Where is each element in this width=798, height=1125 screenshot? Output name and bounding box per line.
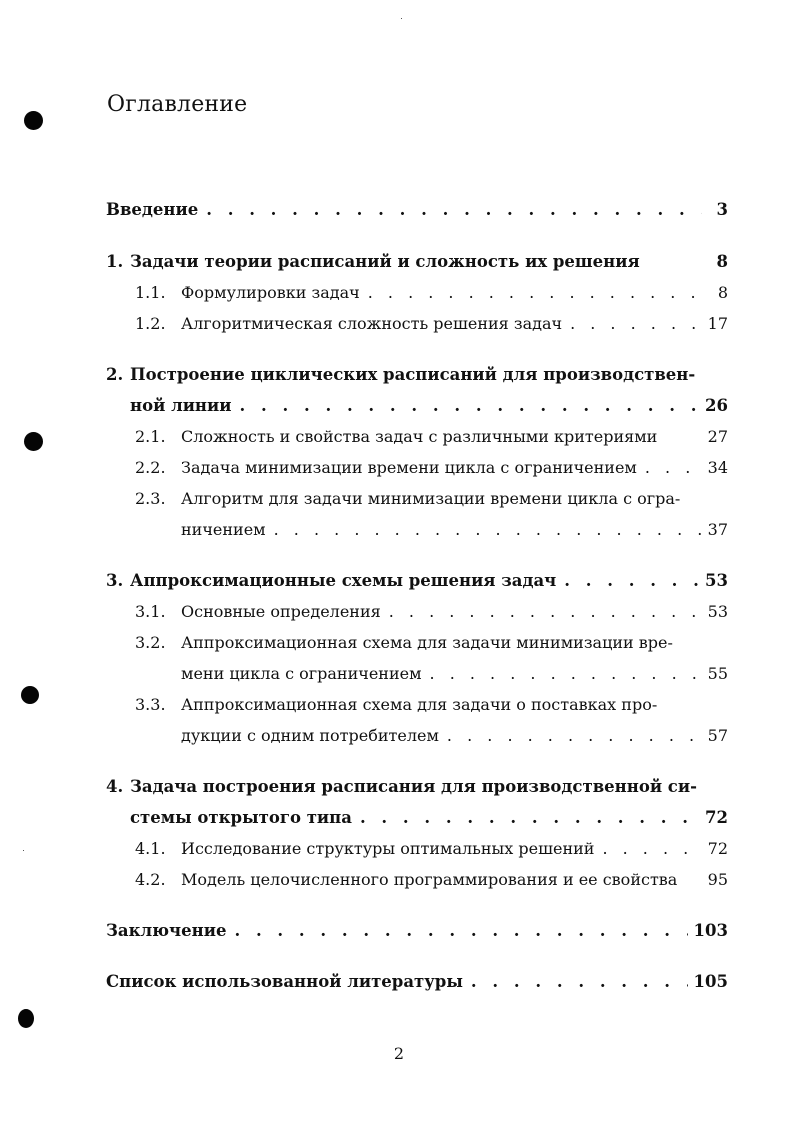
leader-dots [234, 921, 687, 941]
section-number: 2.2. [135, 458, 166, 477]
toc-page-number: 95 [707, 870, 728, 889]
section-number: 3.2. [135, 633, 166, 652]
toc-page-number: 26 [705, 396, 728, 415]
page-title: Оглавление [107, 92, 248, 117]
toc-entry-title-cont: дукции с одним потребителем [181, 726, 439, 745]
toc-entry-title: Список использованной литературы [106, 972, 463, 991]
toc-section-3-2-cont[interactable] [106, 664, 728, 684]
toc-chapter-2[interactable] [106, 365, 728, 385]
toc-section-2-3[interactable] [106, 489, 728, 509]
section-number: 1.2. [135, 314, 166, 333]
toc-entry-title-cont: мени цикла с ограничением [181, 664, 422, 683]
toc-page-number: 103 [693, 921, 728, 940]
toc-section-2-1[interactable] [106, 427, 728, 447]
toc-entry-title-cont: ной линии [130, 396, 232, 415]
toc-entry-title: Аппроксимационная схема для задачи минимизации вре- [181, 633, 673, 652]
toc-entry-title: Построение циклических расписаний для производствен- [130, 365, 696, 384]
toc-section-3-3[interactable] [106, 695, 728, 715]
toc-entry-title: Исследование структуры оптимальных решений [181, 839, 595, 858]
table-of-contents [106, 200, 728, 992]
toc-section-4-1[interactable] [106, 839, 728, 859]
toc-section-3-3-cont[interactable] [106, 726, 728, 746]
toc-page-number: 37 [707, 520, 728, 539]
toc-chapter-3[interactable] [106, 571, 728, 591]
leader-dots [274, 520, 702, 540]
page-footer-number: 2 [393, 1044, 405, 1063]
toc-entry-title: Введение [106, 200, 199, 219]
leader-dots [645, 458, 702, 478]
toc-section-3-2[interactable] [106, 633, 728, 653]
toc-page-number: 34 [707, 458, 728, 477]
toc-page-number: 27 [707, 427, 728, 446]
toc-section-1-1[interactable] [106, 283, 728, 303]
toc-entry-title: Алгоритмическая сложность решения задач [181, 314, 563, 333]
section-number: 4.1. [135, 839, 166, 858]
toc-page-number: 53 [705, 571, 728, 590]
toc-entry-title: Задача построения расписания для производственной си- [130, 777, 697, 796]
toc-entry-title-cont: ничением [181, 520, 266, 539]
leader-dots [368, 283, 702, 303]
toc-entry-title: Формулировки задач [181, 283, 360, 302]
leader-dots [564, 571, 699, 591]
toc-entry-conclusion[interactable] [106, 921, 728, 941]
toc-entry-references[interactable] [106, 972, 728, 992]
punch-hole-2 [24, 432, 43, 451]
punch-hole-3 [21, 686, 39, 704]
toc-page-number: 105 [693, 972, 728, 991]
toc-entry-title-cont: стемы открытого типа [130, 808, 352, 827]
toc-section-1-2[interactable] [106, 314, 728, 334]
leader-dots [240, 396, 700, 416]
toc-chapter-1[interactable] [106, 252, 728, 272]
toc-entry-title: Задачи теории расписаний и сложность их решения [130, 252, 640, 271]
chapter-number: 4. [106, 777, 124, 796]
toc-section-3-1[interactable] [106, 602, 728, 622]
chapter-number: 3. [106, 571, 124, 590]
toc-section-2-2[interactable] [106, 458, 728, 478]
chapter-number: 2. [106, 365, 124, 384]
leader-dots [447, 726, 702, 746]
toc-entry-intro[interactable] [106, 200, 728, 220]
leader-dots [360, 808, 699, 828]
toc-entry-title: Алгоритм для задачи минимизации времени цикла с огра- [181, 489, 681, 508]
toc-page-number: 8 [716, 252, 728, 271]
toc-entry-title: Основные определения [181, 602, 381, 621]
toc-page-number: 8 [717, 283, 728, 302]
scan-speck [23, 850, 24, 851]
leader-dots [570, 314, 702, 334]
toc-section-4-2[interactable] [106, 870, 728, 890]
toc-page-number: 72 [705, 808, 728, 827]
punch-hole-4 [18, 1009, 34, 1028]
toc-chapter-2-cont[interactable] [106, 396, 728, 416]
section-number: 3.1. [135, 602, 166, 621]
toc-entry-title: Модель целочисленного программирования и ее свойства [181, 870, 678, 889]
leader-dots [430, 664, 702, 684]
leader-dots [471, 972, 688, 992]
section-number: 1.1. [135, 283, 166, 302]
toc-page-number: 3 [716, 200, 728, 219]
toc-chapter-4[interactable] [106, 777, 728, 797]
toc-section-2-3-cont[interactable] [106, 520, 728, 540]
leader-dots [389, 602, 702, 622]
toc-page-number: 53 [707, 602, 728, 621]
section-number: 3.3. [135, 695, 166, 714]
chapter-number: 1. [106, 252, 124, 271]
section-number: 2.3. [135, 489, 166, 508]
section-number: 2.1. [135, 427, 166, 446]
toc-chapter-4-cont[interactable] [106, 808, 728, 828]
toc-page-number: 17 [707, 314, 728, 333]
scan-speck [401, 18, 402, 19]
leader-dots [602, 839, 701, 859]
toc-entry-title: Заключение [106, 921, 227, 940]
toc-entry-title: Аппроксимационные схемы решения задач [130, 571, 557, 590]
toc-entry-title: Задача минимизации времени цикла с ограничением [181, 458, 637, 477]
leader-dots [206, 200, 702, 220]
toc-page-number: 72 [707, 839, 728, 858]
toc-entry-title: Аппроксимационная схема для задачи о поставках про- [181, 695, 658, 714]
punch-hole-1 [24, 111, 43, 130]
toc-page-number: 55 [707, 664, 728, 683]
toc-page-number: 57 [707, 726, 728, 745]
toc-entry-title: Сложность и свойства задач с различными критериями [181, 427, 658, 446]
section-number: 4.2. [135, 870, 166, 889]
